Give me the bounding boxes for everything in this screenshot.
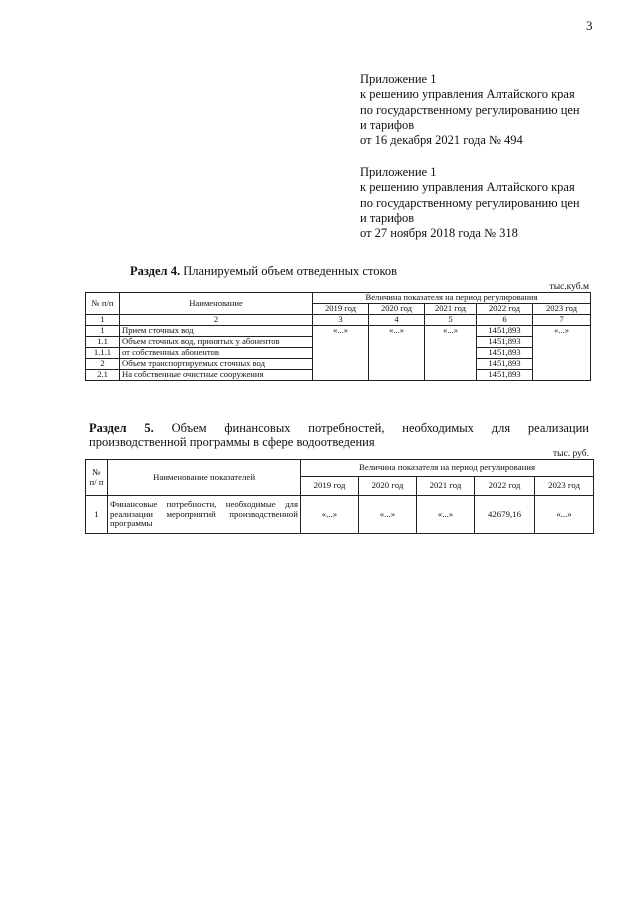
row-name: На собственные очистные сооружения: [120, 370, 313, 381]
row-num: 1: [86, 326, 120, 337]
table-row: [86, 496, 594, 534]
header-year: 2020 год: [369, 304, 425, 315]
row-num: 1.1.1: [86, 348, 120, 359]
cell-2022: 42679,16: [475, 496, 535, 534]
row-num: 2: [86, 359, 120, 370]
section4-label: Раздел 4.: [130, 264, 181, 278]
section5-heading: [89, 421, 589, 449]
section4-unit: тыс.куб.м: [549, 282, 589, 292]
col-number: 1: [86, 315, 120, 326]
header-period: Величина показателя на период регулирования: [313, 293, 591, 304]
header-period: Величина показателя на период регулирования: [301, 460, 594, 477]
cell-2019: «...»: [301, 496, 359, 534]
annex-previous: [360, 165, 580, 241]
section4-table: [85, 292, 591, 381]
header-num: № п/ п: [86, 460, 108, 496]
annex-line: по государственному регулированию цен: [360, 195, 580, 210]
table-row: [86, 326, 591, 337]
section5-unit: тыс. руб.: [553, 449, 589, 459]
section4-title: Планируемый объем отведенных стоков: [183, 264, 398, 278]
header-year: 2019 год: [301, 477, 359, 496]
cell-2021: «...»: [425, 326, 477, 381]
header-year: 2022 год: [477, 304, 533, 315]
page-number: 3: [586, 18, 593, 33]
col-number: 2: [120, 315, 313, 326]
section4-heading: [130, 264, 397, 279]
row-name: Прием сточных вод: [120, 326, 313, 337]
header-name: Наименование: [120, 293, 313, 315]
annex-line: от 27 ноября 2018 года № 318: [360, 226, 518, 241]
header-year: 2023 год: [535, 477, 594, 496]
row-name: от собственных абонентов: [120, 348, 313, 359]
cell-2023: «...»: [535, 496, 594, 534]
annex-line: по государственному регулированию цен: [360, 102, 580, 117]
row-name: Объем сточных вод, принятых у абонентов: [120, 337, 313, 348]
col-number: 4: [369, 315, 425, 326]
annex-line: к решению управления Алтайского края: [360, 87, 575, 102]
row-num: 1.1: [86, 337, 120, 348]
header-year: 2022 год: [475, 477, 535, 496]
cell-2022: 1451,893: [477, 359, 533, 370]
header-year: 2021 год: [425, 304, 477, 315]
section5-title-line2: производственной программы в сфере водоотведения: [89, 435, 375, 449]
header-year: 2023 год: [533, 304, 591, 315]
annex-line: от 16 декабря 2021 года № 494: [360, 133, 523, 148]
cell-2022: 1451,893: [477, 326, 533, 337]
row-name: Финансовые потребности, необходимые для реализации мероприятий производственной программы: [108, 496, 301, 534]
annex-line: к решению управления Алтайского края: [360, 180, 575, 195]
cell-2022: 1451,893: [477, 370, 533, 381]
section5-table: [85, 459, 594, 534]
cell-2022: 1451,893: [477, 337, 533, 348]
header-year: 2020 год: [359, 477, 417, 496]
annex-line: Приложение 1: [360, 165, 437, 179]
col-number: 7: [533, 315, 591, 326]
annex-line: и тарифов: [360, 117, 415, 132]
section5-title-line1: Объем финансовых потребностей, необходимых для реализации: [171, 421, 589, 435]
col-number: 3: [313, 315, 369, 326]
annex-line: и тарифов: [360, 210, 415, 225]
row-num: 2.1: [86, 370, 120, 381]
annex-current: [360, 72, 580, 148]
col-number: 5: [425, 315, 477, 326]
col-number: 6: [477, 315, 533, 326]
row-name: Объем транспортируемых сточных вод: [120, 359, 313, 370]
header-year: 2021 год: [417, 477, 475, 496]
cell-2020: «...»: [369, 326, 425, 381]
cell-2019: «...»: [313, 326, 369, 381]
annex-line: Приложение 1: [360, 72, 437, 86]
header-num: № п/п: [86, 293, 120, 315]
header-year: 2019 год: [313, 304, 369, 315]
cell-2021: «...»: [417, 496, 475, 534]
cell-2020: «...»: [359, 496, 417, 534]
cell-2022: 1451,893: [477, 348, 533, 359]
row-num: 1: [86, 496, 108, 534]
section5-label: Раздел 5.: [89, 421, 154, 435]
cell-2023: «...»: [533, 326, 591, 381]
header-name: Наименование показателей: [108, 460, 301, 496]
